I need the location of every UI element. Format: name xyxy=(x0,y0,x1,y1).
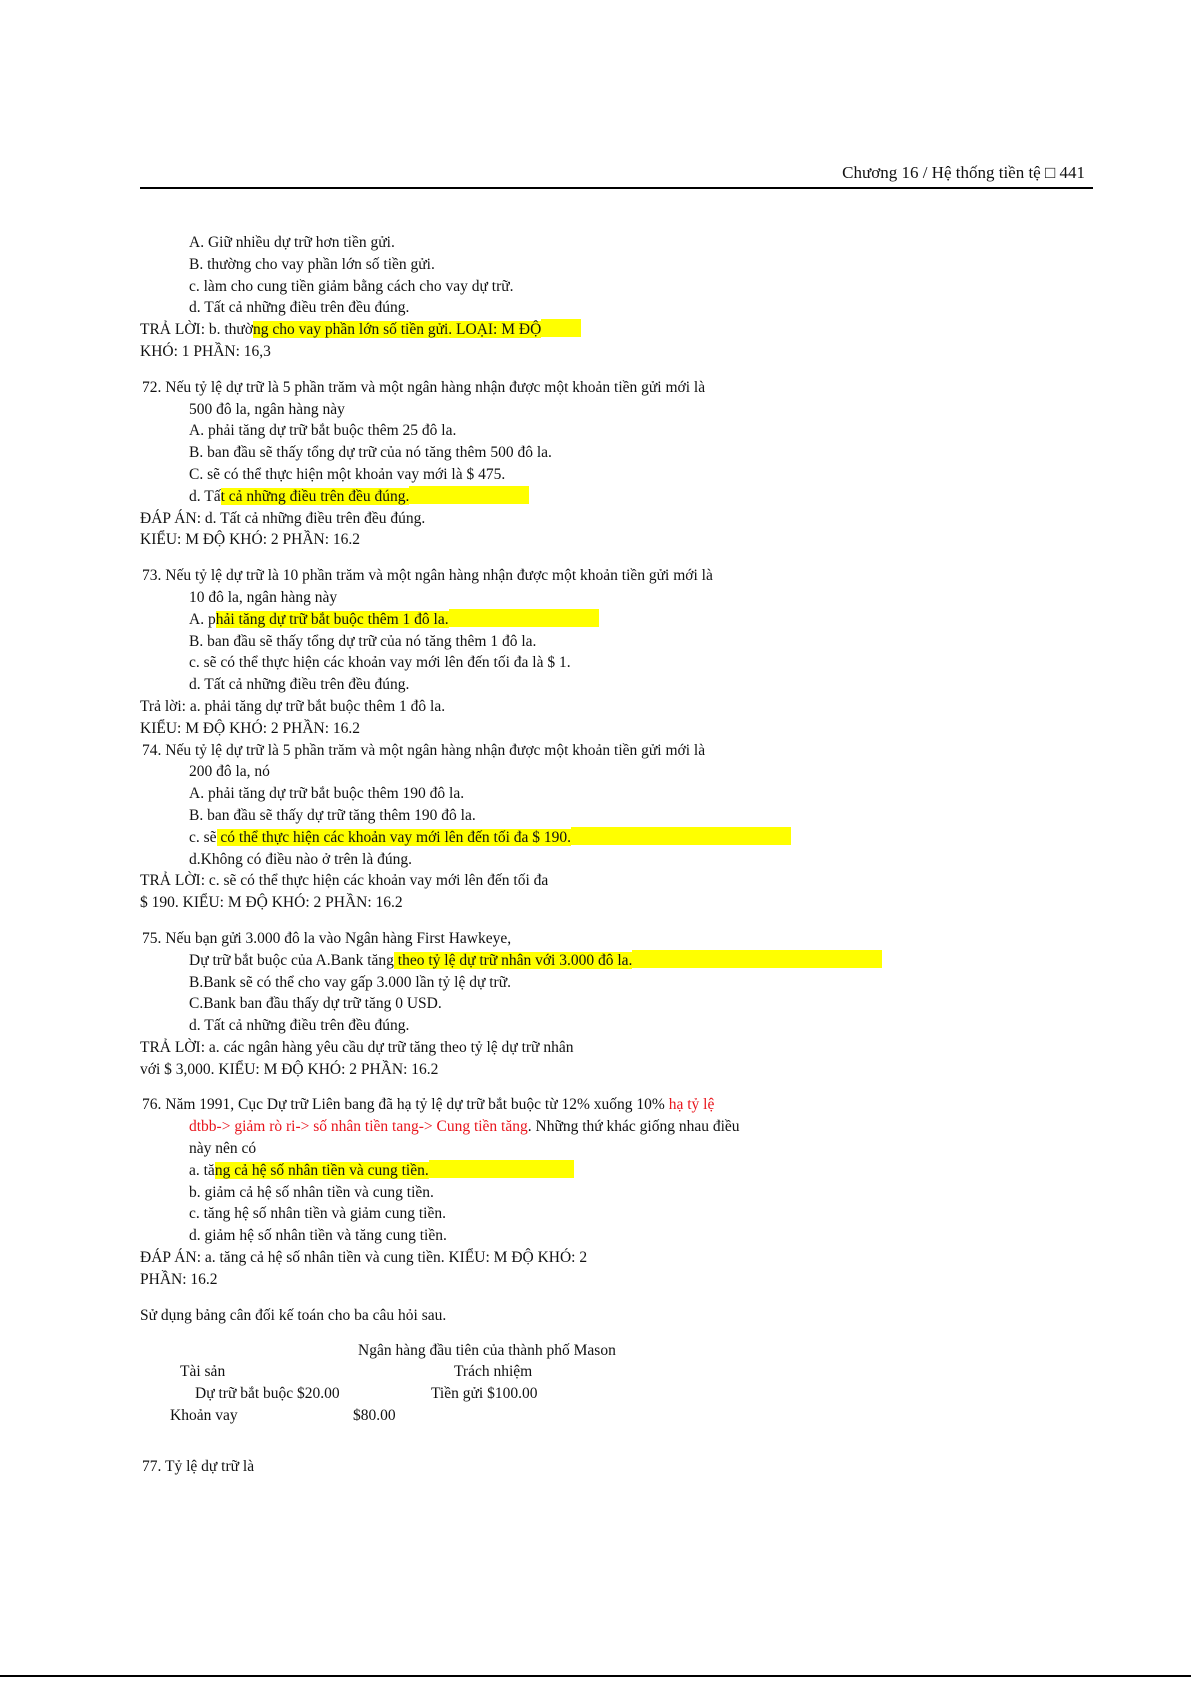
deposits: Tiền gửi $100.00 xyxy=(431,1385,538,1403)
question-stem: 73. Nếu tỷ lệ dự trữ là 10 phần trăm và một ngân hàng nhận được một khoản tiền gửi mới là xyxy=(142,567,713,585)
highlight-pad xyxy=(429,1160,574,1178)
option-b: b. giảm cả hệ số nhân tiền và cung tiền. xyxy=(189,1183,434,1201)
liabilities-header: Trách nhiệm xyxy=(454,1363,533,1381)
question-76 xyxy=(140,1094,1093,1290)
question-stem-cont: 500 đô la, ngân hàng này xyxy=(189,400,345,418)
option-b: B. thường cho vay phần lớn số tiền gửi. xyxy=(189,255,435,273)
option-d: d. giảm hệ số nhân tiền và tăng cung tiền. xyxy=(189,1227,447,1245)
question-73 xyxy=(140,565,1093,739)
spacer xyxy=(140,551,1093,565)
answer-line: ĐÁP ÁN: d. Tất cả những điều trên đều đúng. xyxy=(140,509,426,527)
question-stem-cont xyxy=(140,1116,1093,1138)
option-a xyxy=(140,950,1093,972)
red-annotation: hạ tỷ lệ xyxy=(668,1096,715,1114)
answer-line-2: KIỂU: M ĐỘ KHÓ: 2 PHẦN: 16.2 xyxy=(140,719,361,737)
answer-line-2: với $ 3,000. KIỂU: M ĐỘ KHÓ: 2 PHẦN: 16.2 xyxy=(140,1060,439,1078)
loans-label: Khoản vay xyxy=(170,1407,238,1425)
option-text: A. p xyxy=(189,610,216,628)
answer-text: TRẢ LỜI: b. thườ xyxy=(140,321,254,339)
page-body xyxy=(140,232,1093,1478)
option-b: B. ban đầu sẽ thấy tổng dự trữ của nó tăng thêm 1 đô la. xyxy=(189,632,537,650)
spacer xyxy=(140,1080,1093,1094)
option-a: A. phải tăng dự trữ bắt buộc thêm 190 đô la. xyxy=(189,785,465,803)
option-c: C. sẽ có thể thực hiện một khoản vay mới là $ 475. xyxy=(189,465,506,483)
highlight-pad xyxy=(571,827,791,845)
answer-line-2: KHÓ: 1 PHẦN: 16,3 xyxy=(140,342,271,360)
answer-line-2: PHẦN: 16.2 xyxy=(140,1270,218,1288)
highlight-pad xyxy=(541,319,581,337)
question-75 xyxy=(140,928,1093,1081)
spacer xyxy=(140,1432,1093,1456)
highlighted-text: ng cho vay phần lớn số tiền gửi. LOẠI: M ĐỘ xyxy=(253,321,542,339)
question-stem: 75. Nếu bạn gửi 3.000 đô la vào Ngân hàng First Hawkeye, xyxy=(142,929,512,947)
answer-line-2: $ 190. KIỂU: M ĐỘ KHÓ: 2 PHẦN: 16.2 xyxy=(140,894,403,912)
highlight-pad xyxy=(409,486,529,504)
option-text: a. tă xyxy=(189,1161,215,1179)
option-d: d. Tất cả những điều trên đều đúng. xyxy=(189,676,410,694)
answer-line-2: KIỂU: M ĐỘ KHÓ: 2 PHẦN: 16.2 xyxy=(140,531,361,549)
option-c: c. tăng hệ số nhân tiền và giảm cung tiền. xyxy=(189,1205,446,1223)
spacer xyxy=(140,1326,1093,1340)
highlighted-text: theo tỷ lệ dự trữ nhân với 3.000 đô la. xyxy=(393,951,633,969)
option-a xyxy=(140,1160,1093,1182)
highlighted-text: có thể thực hiện các khoản vay mới lên đến tối đa $ 190. xyxy=(216,828,572,846)
option-b: B. ban đầu sẽ thấy tổng dự trữ của nó tăng thêm 500 đô la. xyxy=(189,444,552,462)
loans-value: $80.00 xyxy=(353,1407,396,1425)
spacer xyxy=(140,363,1093,377)
option-c: c. sẽ có thể thực hiện các khoản vay mới lên đến tối đa là $ 1. xyxy=(189,654,571,672)
question-stem: 72. Nếu tỷ lệ dự trữ là 5 phần trăm và một ngân hàng nhận được một khoản tiền gửi mới là xyxy=(142,378,706,396)
stem-text: . Những thứ khác giống nhau điều xyxy=(527,1118,740,1136)
option-d xyxy=(140,486,1093,508)
highlighted-text: hải tăng dự trữ bắt buộc thêm 1 đô la. xyxy=(215,610,449,628)
option-d: d. Tất cả những điều trên đều đúng. xyxy=(189,299,410,317)
required-reserves: Dự trữ bắt buộc $20.00 xyxy=(195,1385,340,1403)
running-title: Chương 16 / Hệ thống tiền tệ □ 441 xyxy=(842,163,1085,182)
answer-line: TRẢ LỜI: c. sẽ có thể thực hiện các khoản vay mới lên đến tối đa xyxy=(140,872,549,890)
option-a: A. Giữ nhiều dự trữ hơn tiền gửi. xyxy=(189,234,395,251)
option-text: c. sẽ xyxy=(189,828,217,846)
question-stem: 74. Nếu tỷ lệ dự trữ là 5 phần trăm và một ngân hàng nhận được một khoản tiền gửi mới là xyxy=(142,741,706,759)
question-stem-cont: 200 đô la, nó xyxy=(189,763,270,781)
option-a: A. phải tăng dự trữ bắt buộc thêm 25 đô la. xyxy=(189,422,457,440)
answer-line xyxy=(140,319,1093,341)
question-74 xyxy=(140,740,1093,914)
option-text: Dự trữ bắt buộc của A.Bank tăng xyxy=(189,951,394,969)
option-b: B.Bank sẽ có thể cho vay gấp 3.000 lần tỷ lệ dự trữ. xyxy=(189,973,511,991)
running-header xyxy=(140,163,1093,189)
balance-sheet-title: Ngân hàng đầu tiên của thành phố Mason xyxy=(358,1342,616,1360)
answer-line: Trả lời: a. phải tăng dự trữ bắt buộc thêm 1 đô la. xyxy=(140,697,446,715)
question-stem-cont: 10 đô la, ngân hàng này xyxy=(189,588,338,606)
option-d: d.Không có điều nào ở trên là đúng. xyxy=(189,850,412,868)
question-stem xyxy=(140,1094,1093,1116)
intro-text: Sử dụng bảng cân đối kế toán cho ba câu hỏi sau. xyxy=(140,1306,447,1324)
highlighted-text: ng cả hệ số nhân tiền và cung tiền. xyxy=(214,1161,429,1179)
highlight-pad xyxy=(632,950,882,968)
option-c xyxy=(140,827,1093,849)
answer-line: ĐÁP ÁN: a. tăng cả hệ số nhân tiền và cung tiền. KIỂU: M ĐỘ KHÓ: 2 xyxy=(140,1249,588,1267)
option-c: c. làm cho cung tiền giảm bằng cách cho vay dự trữ. xyxy=(189,277,514,295)
option-c: C.Bank ban đầu thấy dự trữ tăng 0 USD. xyxy=(189,995,442,1013)
bottom-rule xyxy=(0,1675,1191,1677)
option-d: d. Tất cả những điều trên đều đúng. xyxy=(189,1017,410,1035)
option-text: d. Tấ xyxy=(189,487,221,505)
option-b: B. ban đầu sẽ thấy dự trữ tăng thêm 190 đô la. xyxy=(189,806,476,824)
option-a xyxy=(140,609,1093,631)
assets-header: Tài sản xyxy=(180,1363,226,1381)
stem-text: 76. Năm 1991, Cục Dự trữ Liên bang đã hạ tỷ lệ dự trữ bắt buộc từ 12% xuống 10% xyxy=(142,1096,669,1114)
question-stem-cont-2: này nên có xyxy=(189,1140,257,1158)
question-77-stem: 77. Tỷ lệ dự trữ là xyxy=(142,1458,255,1476)
question-71 xyxy=(140,232,1093,363)
spacer xyxy=(140,914,1093,928)
spacer xyxy=(140,1291,1093,1305)
highlighted-text: t cả những điều trên đều đúng. xyxy=(220,487,410,505)
answer-line: TRẢ LỜI: a. các ngân hàng yêu cầu dự trữ tăng theo tỷ lệ dự trữ nhân xyxy=(140,1038,574,1056)
balance-sheet xyxy=(140,1340,1093,1432)
highlight-pad xyxy=(449,609,599,627)
question-72 xyxy=(140,377,1093,551)
red-annotation: dtbb-> giảm rò ri-> số nhân tiền tang-> Cung tiền tăng xyxy=(189,1118,528,1136)
